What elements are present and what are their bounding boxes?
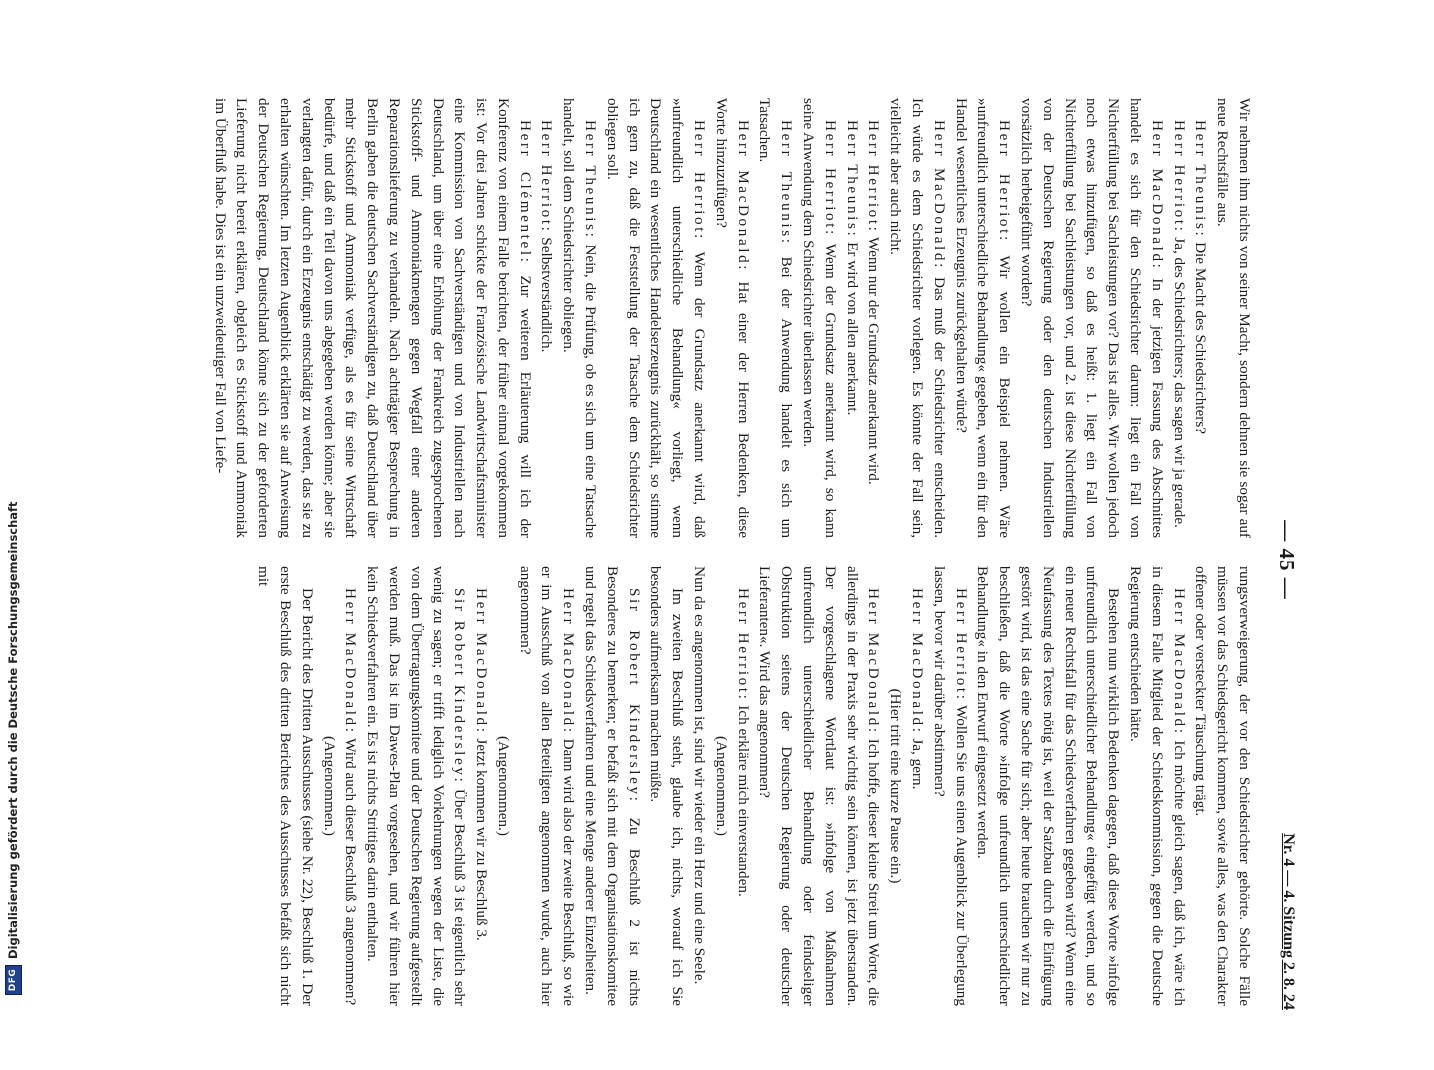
speaker-name: Herr MacDonald: [909, 588, 927, 735]
paragraph-text: Das muß der Schiedsrichter entscheiden. Ich würde es dem Schiedsrichter vorlegen. Es könnte der Fall sein, vielleicht aber auch nicht. [887, 98, 948, 538]
paragraph-text: Über Beschluß 3 ist eigentlich sehr wenig zu sagen; er trifft lediglich Vorkehrungen wegen der Liste, die von dem Übertragungskomitee und der Deutschen Regierung aufgestellt werden muß. Das ist im Dawes-Plan vorgesehen, und wir führen hier kein Schiedsverfahren ein. Es ist nichts Strittiges darin enthalten. [364, 566, 469, 1006]
paragraph [536, 98, 558, 538]
speaker-name: Herr MacDonald: [865, 588, 883, 735]
paragraph-text: (Hier tritt eine kurze Pause ein.) [887, 688, 905, 884]
paragraph-text: Ja, gern. [909, 734, 927, 790]
paragraph [710, 566, 732, 1006]
paragraph [645, 566, 689, 1006]
paragraph-text: Wenn der Grundsatz anerkannt wird, so kann seine Anwendung dem Schiedsrichter überlassen werden. [800, 98, 839, 538]
speaker-name: Herr Herriot: [538, 120, 556, 234]
footer-credit [0, 0, 28, 1000]
speaker-name: Herr Herriot: [996, 120, 1014, 243]
paragraph-text: (Angenommen.) [712, 736, 730, 836]
paragraph [950, 98, 1015, 538]
paragraph-text: Der Bericht des Dritten Ausschusses (siehe Nr. 22), Beschluß 1. Der erste Beschluß des dritten Berichtes des Ausschusses befaßt sich nicht mit [255, 566, 316, 1006]
paragraph-text: Die Macht des Schiedsrichters? [1192, 238, 1210, 434]
paragraph [340, 566, 362, 1006]
paragraph-text: rungsverweigerung, der vor den Schiedsrichter gehörte. Solche Fälle müssen vor das Schiedsgericht kommen, sowie alles, was den Charakter offener oder versteckter Täuschung trägt. [1192, 566, 1253, 1006]
speaker-name: Herr Herriot: [1170, 120, 1188, 234]
speaker-name: Herr Herriot: [952, 588, 970, 702]
speaker-name: Herr MacDonald: [342, 588, 360, 735]
paragraph [1168, 98, 1190, 538]
speaker-name: Herr MacDonald: [1148, 120, 1166, 271]
paragraph [710, 98, 754, 538]
paragraph-text: Wir nehmen ihm nichts von seiner Macht, sondern dehnen sie sogar auf neue Rechtsfälle aus. [1214, 98, 1253, 538]
paragraph-text: Bei der Anwendung handelt es sich um Tatsachen. [756, 98, 796, 538]
paragraph [558, 98, 602, 538]
paragraph-text: (Angenommen.) [494, 736, 512, 836]
paragraph-text: Ich möchte gleich sagen, daß ich, wäre ich in diesem Falle Mitglied der Schiedskommission, gegen die Deutsche Regierung entschieden hätte. [1127, 566, 1188, 1006]
paragraph [601, 98, 710, 538]
paragraph [252, 566, 317, 1006]
speaker-name: Herr Theunis: [778, 120, 796, 246]
paragraph-text: Zu Beschluß 2 ist nichts Besonderes zu bemerken; er befaßt sich mit dem Organisationskomitee und regelt das Schiedsverfahren und eine Menge anderer Einzelheiten. [582, 566, 643, 1006]
paragraph [1124, 566, 1189, 1006]
digitization-credit: Digitalisierung gefördert durch die Deutsche Forschungsgemeinschaft [6, 501, 20, 959]
speaker-name: Herr Theunis: [843, 120, 861, 239]
speaker-name: Herr Theunis: [582, 120, 600, 240]
paragraph-text: Hat einer der Herren Bedenken, diese Worte hinzuzufügen? [712, 98, 752, 538]
paragraph-text: Bestehen nun wirklich Bedenken dagegen, daß diese Worte »infolge unfreundlich unterschiedlicher Behandlung« eingefügt werden, und so ein neuer Rechtsfall für das Schiedsverfahren gegeben wird? Wenn eine Neufassung des Textes nötig ist, weil der Satzbau durch die Einfügung gestört wird, ist das eine Sache für sich; aber heute brauchen wir nur zu beschließen, daß die Worte »infolge unfreundlich unterschiedlicher Behandlung« in den Entwurf eingesetzt werden. [974, 566, 1123, 1006]
paragraph-text: Wird auch dieser Beschluß 3 angenommen? [342, 734, 360, 1006]
speaker-name: Herr Clémentel: [516, 120, 534, 265]
paragraph [688, 566, 710, 1006]
speaker-name: Herr MacDonald: [560, 588, 578, 735]
paragraph [928, 566, 972, 1006]
paragraph-text: Ich hoffe, dieser kleine Streit um Worte, die allerdings in der Praxis sehr wichtig sein können, ist jetzt überstanden. Der vorgeschlagene Wortlaut ist: »infolge von Maßnahmen unfreundlich unterschiedlicher Behandlung oder feindseliger Obstruktion seitens der Deutschen Regierung oder deutscher Lieferanten«. Wird das angenommen? [756, 566, 883, 1006]
paragraph-text: Dann wird also der zweite Beschluß, so wie er im Ausschuß von allen Beteiligten angenommen wurde, auch hier angenommen? [516, 566, 578, 1006]
paragraph-text: Wollen Sie uns einen Augenblick zur Überlegung lassen, bevor wir darüber abstimmen? [930, 566, 970, 1006]
paragraph-text: Wenn der Grundsatz anerkannt wird, daß »unfreundlich unterschiedliche Behandlung« vorliegt, wenn Deutschland ein wesentliches Handelserzeugnis zurückhält, so stimme ich gern zu, daß die Feststellung der Tatsache dem Schiedsrichter obliegen soll. [603, 98, 709, 538]
paragraph [863, 98, 885, 538]
paragraph [1190, 98, 1212, 538]
paragraph-text: Jetzt kommen wir zu Beschluß 3. [473, 734, 491, 941]
paragraph-text: Wenn nur der Grundsatz anerkannt wird. [865, 233, 883, 485]
paragraph [884, 98, 949, 538]
speaker-name: Herr MacDonald: [734, 120, 752, 273]
speaker-name: Herr Theunis: [1192, 120, 1210, 239]
paragraph [754, 98, 798, 538]
paragraph-text: Er wird von allen anerkannt. [843, 238, 861, 416]
paragraph [1015, 98, 1168, 538]
paragraph [732, 566, 754, 1006]
paragraph [318, 566, 340, 1006]
paragraph [797, 98, 841, 538]
speaker-name: Herr MacDonald: [1170, 588, 1188, 736]
speaker-name: Sir Robert Kindersley: [625, 588, 643, 804]
speaker-name: Herr Herriot: [734, 588, 752, 702]
scanned-page [69, 70, 1299, 1070]
paragraph [470, 566, 492, 1006]
issue-reference: Nr. 4 — 4. Sitzung 2. 8. 24 [1280, 833, 1297, 1010]
paragraph [754, 566, 885, 1006]
paragraph-text: Im zweiten Beschluß steht, glaube ich, nichts, worauf ich Sie besonders aufmerksam machen müßte. [647, 566, 687, 1006]
paragraph [884, 566, 906, 1006]
paragraph-text: (Angenommen.) [320, 736, 338, 836]
paragraph [906, 566, 928, 1006]
paragraph [841, 98, 863, 538]
paragraph [514, 566, 579, 1006]
running-head [1269, 110, 1299, 1010]
paragraph-text: Nun da es angenommen ist, sind wir wieder ein Herz und eine Seele. [691, 566, 709, 985]
speaker-name: Herr MacDonald: [473, 588, 491, 735]
paragraph [972, 566, 1125, 1006]
speaker-name: Herr Herriot: [821, 120, 839, 237]
paragraph [579, 566, 644, 1006]
paragraph [492, 566, 514, 1006]
paragraph-text: Ja, des Schiedsrichters; das sagen wir ja gerade. [1170, 233, 1188, 528]
paragraph [361, 566, 470, 1006]
paragraph [209, 98, 536, 538]
dfg-logo: DFG [5, 965, 22, 995]
speaker-name: Herr Herriot: [865, 120, 883, 234]
paragraph-text: Selbstverständlich. [538, 233, 556, 353]
speaker-name: Herr Herriot: [691, 120, 709, 241]
right-column [65, 566, 1255, 1006]
paragraph-text: In der jetzigen Fassung des Abschnittes handelt es sich für den Schiedsrichter darum: liegt ein Fall von Nichterfüllung bei Sachleistungen vor? Das ist alles. Wir wollen jedoch noch etwas hinzufügen, so daß es heißt: 1. liegt ein Fall von Nichterfüllung bei Sachleistungen vor, und 2. ist diese Nichterfüllung von der Deutschen Regierung oder den deutschen Industriellen vorsätzlich herbeigeführt worden? [1018, 98, 1166, 538]
speaker-name: Sir Robert Kindersley: [451, 588, 469, 785]
left-column [65, 98, 1255, 538]
paragraph [1190, 566, 1255, 1006]
paragraph [1211, 98, 1255, 538]
paragraph-text: Nein, die Prüfung, ob es sich um eine Tatsache handelt, soll dem Schiedsrichter obliegen. [560, 98, 600, 538]
paragraph-text: Ich erkläre mich einverstanden. [734, 701, 752, 897]
speaker-name: Herr MacDonald: [930, 120, 948, 270]
paragraph-text: Zur weiteren Erläuterung will ich der Konferenz von einem Falle berichten, der früher einmal vorgekommen ist: Vor drei Jahren schickte der Französische Landwirtschaftsminister eine Kommission von Sachverständigen und von Industriellen nach Deutschland, um über eine Erhöhung der Frankreich zugesprochenen Stickstoff- und Ammoniakmengen gegen Wegfall einer anderen Reparationslieferung zu verhandeln. Nach achttägiger Besprechung in Berlin gaben die deutschen Sachverständigen zu, daß Deutschland über mehr Stickstoff und Ammoniak verfüge, als es für seine Wirtschaft bedürfe, und daß ein Teil davon uns abgegeben werden könne; aber sie verlangten dafür, durch ein Erzeugnis entschädigt zu werden, das sie zu erhalten wünschten. Im letzten Augenblick erklärten sie auf Anweisung der Deutschen Regierung, Deutschland könne sich zu der geforderten Lieferung nicht bereit erklären, obgleich es Stickstoff und Ammoniak im Überfluß habe. Dies ist ein unzweideutiger Fall von Liefe- [211, 98, 534, 538]
paragraph-text: Wir wollen ein Beispiel nehmen. Wäre »unfreundlich unterschiedliche Behandlung« gegeben, wenn ein für den Handel wesentliches Erzeugnis zurückgehalten würde? [952, 98, 1014, 538]
page-number: — 45 — [1275, 520, 1299, 600]
